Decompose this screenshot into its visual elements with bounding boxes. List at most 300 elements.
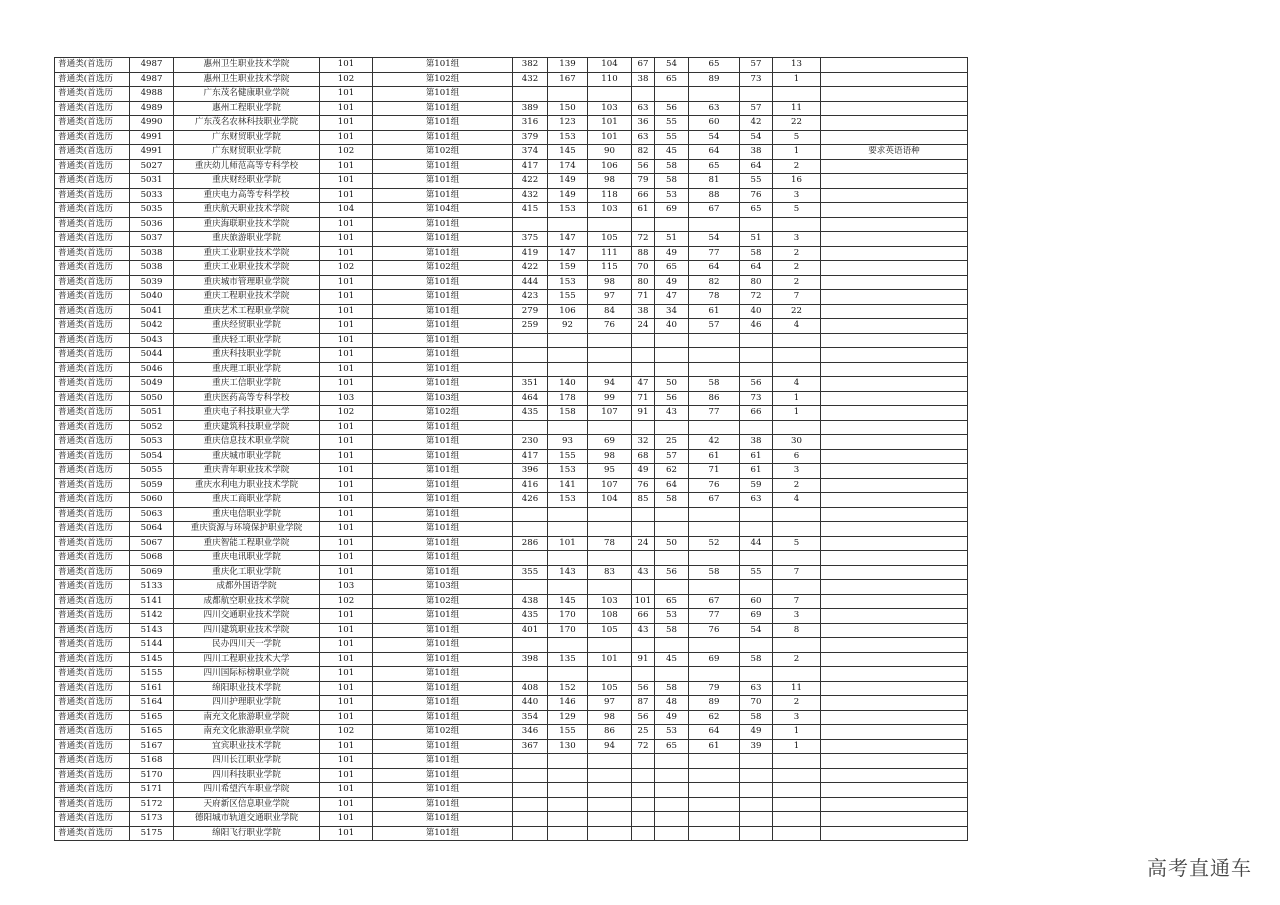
cell-code: 5043 — [130, 333, 174, 348]
cell-remark — [821, 725, 968, 740]
cell-group_code: 101 — [320, 217, 373, 232]
cell-english: 68 — [632, 449, 655, 464]
cell-chinese — [548, 348, 588, 363]
cell-group_name: 第101组 — [373, 551, 513, 566]
table-row — [55, 72, 968, 87]
cell-code: 5143 — [130, 623, 174, 638]
cell-physics — [655, 768, 689, 783]
cell-physics: 55 — [655, 116, 689, 131]
cell-category: 普通类(首选历 — [55, 101, 130, 116]
table-row — [55, 826, 968, 841]
cell-plan: 1 — [773, 725, 821, 740]
cell-max — [513, 333, 548, 348]
cell-plan — [773, 826, 821, 841]
cell-code: 5039 — [130, 275, 174, 290]
cell-group_name: 第101组 — [373, 159, 513, 174]
cell-plan: 2 — [773, 246, 821, 261]
cell-physics: 53 — [655, 725, 689, 740]
table-row — [55, 87, 968, 102]
cell-code: 5051 — [130, 406, 174, 421]
cell-group_name: 第102组 — [373, 72, 513, 87]
cell-code: 5042 — [130, 319, 174, 334]
cell-biology — [740, 812, 773, 827]
cell-biology — [740, 507, 773, 522]
cell-biology: 73 — [740, 391, 773, 406]
cell-category: 普通类(首选历 — [55, 551, 130, 566]
cell-chinese: 129 — [548, 710, 588, 725]
table-row — [55, 348, 968, 363]
cell-group_name: 第101组 — [373, 87, 513, 102]
cell-biology: 55 — [740, 565, 773, 580]
table-row — [55, 594, 968, 609]
cell-code: 5170 — [130, 768, 174, 783]
cell-group_code: 101 — [320, 290, 373, 305]
cell-chinese: 155 — [548, 449, 588, 464]
cell-remark — [821, 101, 968, 116]
cell-category: 普通类(首选历 — [55, 420, 130, 435]
cell-english: 63 — [632, 130, 655, 145]
cell-code: 4991 — [130, 145, 174, 160]
cell-group_code: 101 — [320, 783, 373, 798]
cell-plan — [773, 551, 821, 566]
cell-group_code: 101 — [320, 159, 373, 174]
cell-category: 普通类(首选历 — [55, 58, 130, 73]
cell-english: 56 — [632, 710, 655, 725]
cell-remark — [821, 754, 968, 769]
cell-biology: 64 — [740, 261, 773, 276]
cell-category: 普通类(首选历 — [55, 565, 130, 580]
cell-code: 4988 — [130, 87, 174, 102]
cell-chemistry: 65 — [689, 58, 740, 73]
cell-group_code: 101 — [320, 246, 373, 261]
cell-max: 408 — [513, 681, 548, 696]
cell-chinese: 123 — [548, 116, 588, 131]
cell-group_name: 第101组 — [373, 522, 513, 537]
cell-remark — [821, 681, 968, 696]
cell-group_name: 第101组 — [373, 739, 513, 754]
cell-code: 5175 — [130, 826, 174, 841]
cell-chinese: 101 — [548, 536, 588, 551]
table-row — [55, 333, 968, 348]
cell-category: 普通类(首选历 — [55, 696, 130, 711]
cell-physics: 69 — [655, 203, 689, 218]
cell-physics: 49 — [655, 710, 689, 725]
cell-english: 87 — [632, 696, 655, 711]
cell-max: 423 — [513, 290, 548, 305]
cell-english — [632, 507, 655, 522]
cell-category: 普通类(首选历 — [55, 667, 130, 682]
cell-english: 91 — [632, 406, 655, 421]
cell-physics: 45 — [655, 145, 689, 160]
cell-math — [588, 522, 632, 537]
cell-category: 普通类(首选历 — [55, 710, 130, 725]
cell-physics — [655, 667, 689, 682]
cell-english: 71 — [632, 290, 655, 305]
cell-plan — [773, 783, 821, 798]
cell-code: 5050 — [130, 391, 174, 406]
cell-chemistry: 42 — [689, 435, 740, 450]
cell-plan: 2 — [773, 261, 821, 276]
cell-chinese: 141 — [548, 478, 588, 493]
table-row — [55, 623, 968, 638]
cell-remark — [821, 609, 968, 624]
cell-group_name: 第102组 — [373, 145, 513, 160]
cell-chemistry — [689, 87, 740, 102]
cell-plan: 1 — [773, 145, 821, 160]
cell-physics — [655, 551, 689, 566]
cell-category: 普通类(首选历 — [55, 174, 130, 189]
cell-school: 重庆化工职业学院 — [174, 565, 320, 580]
cell-chinese — [548, 754, 588, 769]
cell-chemistry: 76 — [689, 478, 740, 493]
cell-physics — [655, 754, 689, 769]
cell-chinese — [548, 507, 588, 522]
cell-group_code: 103 — [320, 580, 373, 595]
table-row — [55, 435, 968, 450]
cell-chinese — [548, 420, 588, 435]
cell-chemistry — [689, 768, 740, 783]
cell-plan: 4 — [773, 493, 821, 508]
cell-plan: 3 — [773, 188, 821, 203]
cell-code: 5036 — [130, 217, 174, 232]
cell-english: 47 — [632, 377, 655, 392]
cell-group_code: 101 — [320, 304, 373, 319]
cell-physics: 40 — [655, 319, 689, 334]
cell-math — [588, 362, 632, 377]
cell-group_name: 第101组 — [373, 290, 513, 305]
cell-english — [632, 333, 655, 348]
cell-group_name: 第101组 — [373, 304, 513, 319]
cell-chinese: 145 — [548, 594, 588, 609]
cell-group_name: 第101组 — [373, 435, 513, 450]
cell-biology — [740, 580, 773, 595]
cell-code: 5046 — [130, 362, 174, 377]
cell-school: 惠州工程职业学院 — [174, 101, 320, 116]
cell-remark — [821, 652, 968, 667]
cell-school: 重庆幼儿师范高等专科学校 — [174, 159, 320, 174]
cell-max — [513, 551, 548, 566]
cell-max: 374 — [513, 145, 548, 160]
cell-chemistry: 64 — [689, 261, 740, 276]
cell-math: 78 — [588, 536, 632, 551]
cell-chinese: 150 — [548, 101, 588, 116]
cell-plan — [773, 362, 821, 377]
cell-chemistry: 67 — [689, 594, 740, 609]
cell-remark: 要求英语语种 — [821, 145, 968, 160]
cell-school: 绵阳职业技术学院 — [174, 681, 320, 696]
cell-plan: 11 — [773, 681, 821, 696]
table-row — [55, 464, 968, 479]
cell-max: 316 — [513, 116, 548, 131]
cell-physics: 58 — [655, 681, 689, 696]
cell-remark — [821, 362, 968, 377]
cell-school: 广东财贸职业学院 — [174, 130, 320, 145]
cell-chemistry: 61 — [689, 739, 740, 754]
cell-code: 5171 — [130, 783, 174, 798]
cell-max: 401 — [513, 623, 548, 638]
cell-group_name: 第101组 — [373, 710, 513, 725]
cell-group_code: 101 — [320, 754, 373, 769]
cell-group_name: 第101组 — [373, 652, 513, 667]
cell-physics — [655, 580, 689, 595]
cell-remark — [821, 203, 968, 218]
cell-plan: 2 — [773, 275, 821, 290]
cell-max: 389 — [513, 101, 548, 116]
cell-group_code: 101 — [320, 696, 373, 711]
cell-school: 重庆资源与环境保护职业学院 — [174, 522, 320, 537]
cell-chinese: 130 — [548, 739, 588, 754]
table-row — [55, 739, 968, 754]
cell-group_code: 101 — [320, 174, 373, 189]
cell-group_code: 101 — [320, 348, 373, 363]
cell-category: 普通类(首选历 — [55, 406, 130, 421]
cell-max: 464 — [513, 391, 548, 406]
cell-english: 38 — [632, 304, 655, 319]
cell-english: 66 — [632, 188, 655, 203]
cell-physics — [655, 333, 689, 348]
cell-category: 普通类(首选历 — [55, 754, 130, 769]
table-row — [55, 565, 968, 580]
cell-biology: 56 — [740, 377, 773, 392]
cell-group_name: 第102组 — [373, 725, 513, 740]
cell-max — [513, 217, 548, 232]
cell-math: 105 — [588, 681, 632, 696]
cell-category: 普通类(首选历 — [55, 449, 130, 464]
cell-plan — [773, 580, 821, 595]
cell-chemistry — [689, 826, 740, 841]
cell-chemistry — [689, 580, 740, 595]
cell-biology: 38 — [740, 145, 773, 160]
cell-category: 普通类(首选历 — [55, 246, 130, 261]
cell-chemistry: 58 — [689, 565, 740, 580]
cell-remark — [821, 493, 968, 508]
cell-physics: 48 — [655, 696, 689, 711]
cell-group_name: 第102组 — [373, 594, 513, 609]
cell-biology — [740, 783, 773, 798]
cell-school: 重庆工程职业技术学院 — [174, 290, 320, 305]
cell-group_code: 101 — [320, 551, 373, 566]
cell-code: 4990 — [130, 116, 174, 131]
cell-group_code: 101 — [320, 493, 373, 508]
cell-plan: 2 — [773, 652, 821, 667]
cell-school: 重庆工商职业学院 — [174, 493, 320, 508]
admission-score-table — [54, 57, 968, 841]
cell-plan: 2 — [773, 478, 821, 493]
cell-code: 5027 — [130, 159, 174, 174]
cell-english: 70 — [632, 261, 655, 276]
cell-group_code: 102 — [320, 72, 373, 87]
cell-max: 416 — [513, 478, 548, 493]
cell-chinese: 140 — [548, 377, 588, 392]
cell-category: 普通类(首选历 — [55, 116, 130, 131]
cell-remark — [821, 333, 968, 348]
cell-chinese: 93 — [548, 435, 588, 450]
cell-category: 普通类(首选历 — [55, 435, 130, 450]
table-row — [55, 652, 968, 667]
cell-english — [632, 551, 655, 566]
cell-code: 4987 — [130, 72, 174, 87]
cell-math: 69 — [588, 435, 632, 450]
cell-max: 354 — [513, 710, 548, 725]
cell-plan — [773, 754, 821, 769]
table-row — [55, 58, 968, 73]
cell-max: 346 — [513, 725, 548, 740]
cell-chemistry — [689, 797, 740, 812]
cell-remark — [821, 623, 968, 638]
cell-chemistry: 67 — [689, 493, 740, 508]
cell-chemistry: 81 — [689, 174, 740, 189]
cell-biology: 76 — [740, 188, 773, 203]
cell-group_code: 101 — [320, 87, 373, 102]
cell-biology — [740, 754, 773, 769]
cell-group_name: 第101组 — [373, 667, 513, 682]
cell-group_code: 101 — [320, 812, 373, 827]
cell-group_name: 第101组 — [373, 130, 513, 145]
cell-group_code: 101 — [320, 710, 373, 725]
cell-school: 重庆医药高等专科学校 — [174, 391, 320, 406]
cell-max: 435 — [513, 406, 548, 421]
cell-english — [632, 783, 655, 798]
cell-chinese — [548, 87, 588, 102]
cell-category: 普通类(首选历 — [55, 391, 130, 406]
cell-remark — [821, 87, 968, 102]
cell-group_code: 102 — [320, 725, 373, 740]
cell-chemistry: 63 — [689, 101, 740, 116]
cell-biology — [740, 797, 773, 812]
cell-math: 76 — [588, 319, 632, 334]
cell-school: 四川护理职业学院 — [174, 696, 320, 711]
cell-chinese: 178 — [548, 391, 588, 406]
cell-english: 101 — [632, 594, 655, 609]
cell-group_name: 第101组 — [373, 536, 513, 551]
cell-math: 83 — [588, 565, 632, 580]
cell-category: 普通类(首选历 — [55, 275, 130, 290]
cell-biology — [740, 551, 773, 566]
table-row — [55, 188, 968, 203]
cell-remark — [821, 507, 968, 522]
cell-math: 90 — [588, 145, 632, 160]
cell-chemistry: 76 — [689, 623, 740, 638]
cell-category: 普通类(首选历 — [55, 580, 130, 595]
table-row — [55, 391, 968, 406]
cell-biology: 64 — [740, 159, 773, 174]
cell-math: 95 — [588, 464, 632, 479]
cell-remark — [821, 246, 968, 261]
cell-biology: 51 — [740, 232, 773, 247]
cell-biology — [740, 522, 773, 537]
cell-max — [513, 580, 548, 595]
cell-chemistry — [689, 754, 740, 769]
cell-school: 四川国际标榜职业学院 — [174, 667, 320, 682]
cell-code: 5044 — [130, 348, 174, 363]
cell-group_code: 101 — [320, 667, 373, 682]
watermark-text: 高考直通车 — [1147, 856, 1252, 880]
cell-code: 5067 — [130, 536, 174, 551]
cell-code: 5054 — [130, 449, 174, 464]
cell-plan — [773, 768, 821, 783]
cell-plan: 5 — [773, 130, 821, 145]
cell-chinese — [548, 812, 588, 827]
cell-category: 普通类(首选历 — [55, 725, 130, 740]
cell-plan: 3 — [773, 710, 821, 725]
cell-math: 86 — [588, 725, 632, 740]
cell-category: 普通类(首选历 — [55, 594, 130, 609]
cell-physics: 50 — [655, 536, 689, 551]
cell-physics — [655, 812, 689, 827]
cell-chinese: 149 — [548, 174, 588, 189]
cell-math — [588, 638, 632, 653]
cell-english: 79 — [632, 174, 655, 189]
cell-max: 375 — [513, 232, 548, 247]
table-row — [55, 696, 968, 711]
cell-remark — [821, 406, 968, 421]
cell-category: 普通类(首选历 — [55, 130, 130, 145]
cell-max: 396 — [513, 464, 548, 479]
cell-math: 101 — [588, 130, 632, 145]
cell-category: 普通类(首选历 — [55, 464, 130, 479]
cell-group_name: 第102组 — [373, 261, 513, 276]
cell-english: 63 — [632, 101, 655, 116]
cell-remark — [821, 594, 968, 609]
cell-chinese: 135 — [548, 652, 588, 667]
cell-code: 5165 — [130, 725, 174, 740]
cell-remark — [821, 826, 968, 841]
cell-chinese: 153 — [548, 493, 588, 508]
cell-max: 432 — [513, 72, 548, 87]
cell-math — [588, 797, 632, 812]
cell-chemistry: 60 — [689, 116, 740, 131]
cell-category: 普通类(首选历 — [55, 522, 130, 537]
cell-category: 普通类(首选历 — [55, 652, 130, 667]
table-row — [55, 551, 968, 566]
cell-school: 重庆旅游职业学院 — [174, 232, 320, 247]
cell-physics — [655, 348, 689, 363]
cell-plan — [773, 812, 821, 827]
cell-max: 422 — [513, 174, 548, 189]
cell-group_name: 第101组 — [373, 681, 513, 696]
cell-math: 98 — [588, 275, 632, 290]
cell-plan: 13 — [773, 58, 821, 73]
cell-physics — [655, 507, 689, 522]
cell-category: 普通类(首选历 — [55, 333, 130, 348]
cell-math: 118 — [588, 188, 632, 203]
cell-group_name: 第101组 — [373, 449, 513, 464]
table-row — [55, 116, 968, 131]
table-row — [55, 420, 968, 435]
cell-category: 普通类(首选历 — [55, 348, 130, 363]
cell-remark — [821, 275, 968, 290]
cell-english: 56 — [632, 159, 655, 174]
cell-chemistry: 77 — [689, 246, 740, 261]
cell-physics: 65 — [655, 594, 689, 609]
cell-chinese: 143 — [548, 565, 588, 580]
cell-plan: 5 — [773, 536, 821, 551]
cell-english: 85 — [632, 493, 655, 508]
cell-group_name: 第101组 — [373, 174, 513, 189]
cell-chemistry: 64 — [689, 145, 740, 160]
cell-code: 5141 — [130, 594, 174, 609]
cell-max: 355 — [513, 565, 548, 580]
cell-biology: 49 — [740, 725, 773, 740]
cell-chinese: 167 — [548, 72, 588, 87]
cell-group_code: 102 — [320, 406, 373, 421]
cell-school: 宜宾职业技术学院 — [174, 739, 320, 754]
cell-physics: 50 — [655, 377, 689, 392]
cell-remark — [821, 536, 968, 551]
cell-physics: 62 — [655, 464, 689, 479]
cell-category: 普通类(首选历 — [55, 812, 130, 827]
cell-chinese: 153 — [548, 130, 588, 145]
